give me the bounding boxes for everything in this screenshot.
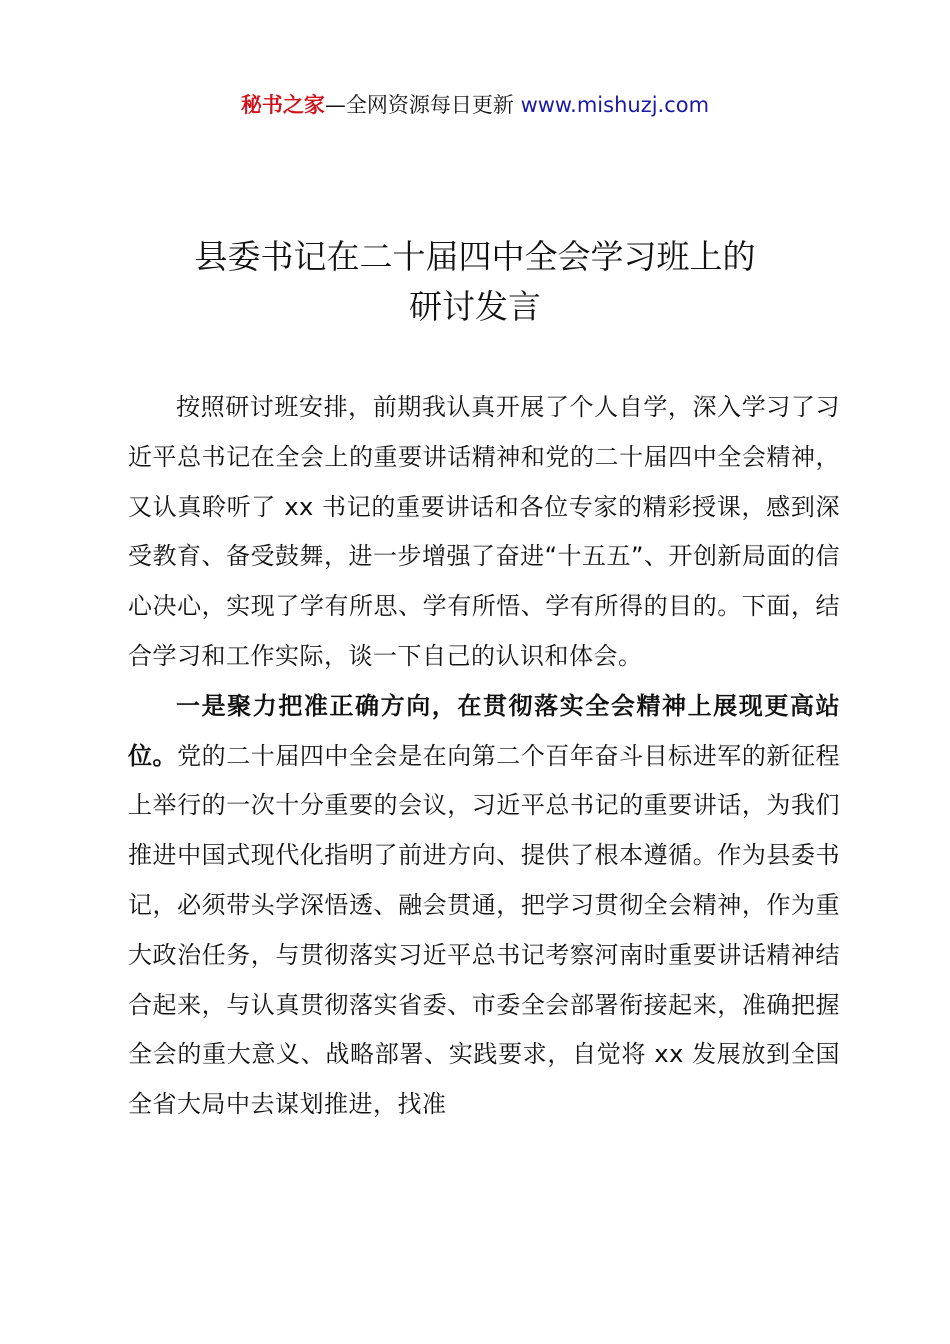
title-line-1: 县委书记在二十届四中全会学习班上的 xyxy=(194,237,756,276)
paragraph-point-one xyxy=(128,682,840,1130)
paragraph-point-one-lead: 一是聚力把准正确方向，在贯彻落实全会精神上展现更高站位。 xyxy=(128,691,840,770)
site-header xyxy=(0,88,950,122)
document-body xyxy=(128,383,840,1130)
site-url-link[interactable]: www.mishuzj.com xyxy=(520,93,710,117)
header-tagline: —全网资源每日更新 xyxy=(324,93,514,117)
paragraph-intro: 按照研讨班安排，前期我认真开展了个人自学，深入学习了习近平总书记在全会上的重要讲话精神和党的二十届四中全会精神，又认真聆听了 xx 书记的重要讲话和各位专家的精彩授课，感到深受教育、备受鼓舞，进一步增强了奋进“十五五”、开创新局面的信心决心，实现了学有所思、学有所悟、学有所得的目的。下面，结合学习和工作实际，谈一下自己的认识和体会。 xyxy=(128,393,840,670)
document-title xyxy=(0,232,950,332)
title-line-2: 研讨发言 xyxy=(409,287,541,326)
paragraph-point-one-body: 党的二十届四中全会是在向第二个百年奋斗目标进军的新征程上举行的一次十分重要的会议，习近平总书记的重要讲话，为我们推进中国式现代化指明了前进方向、提供了根本遵循。作为县委书记，必须带头学深悟透、融会贯通，把学习贯彻全会精神，作为重大政治任务，与贯彻落实习近平总书记考察河南时重要讲话精神结合起来，与认真贯彻落实省委、市委全会部署衔接起来，准确把握全会的重大意义、战略部署、实践要求，自觉将 xx 发展放到全国全省大局中去谋划推进，找准 xyxy=(128,741,841,1119)
brand-name: 秘书之家 xyxy=(240,93,325,117)
